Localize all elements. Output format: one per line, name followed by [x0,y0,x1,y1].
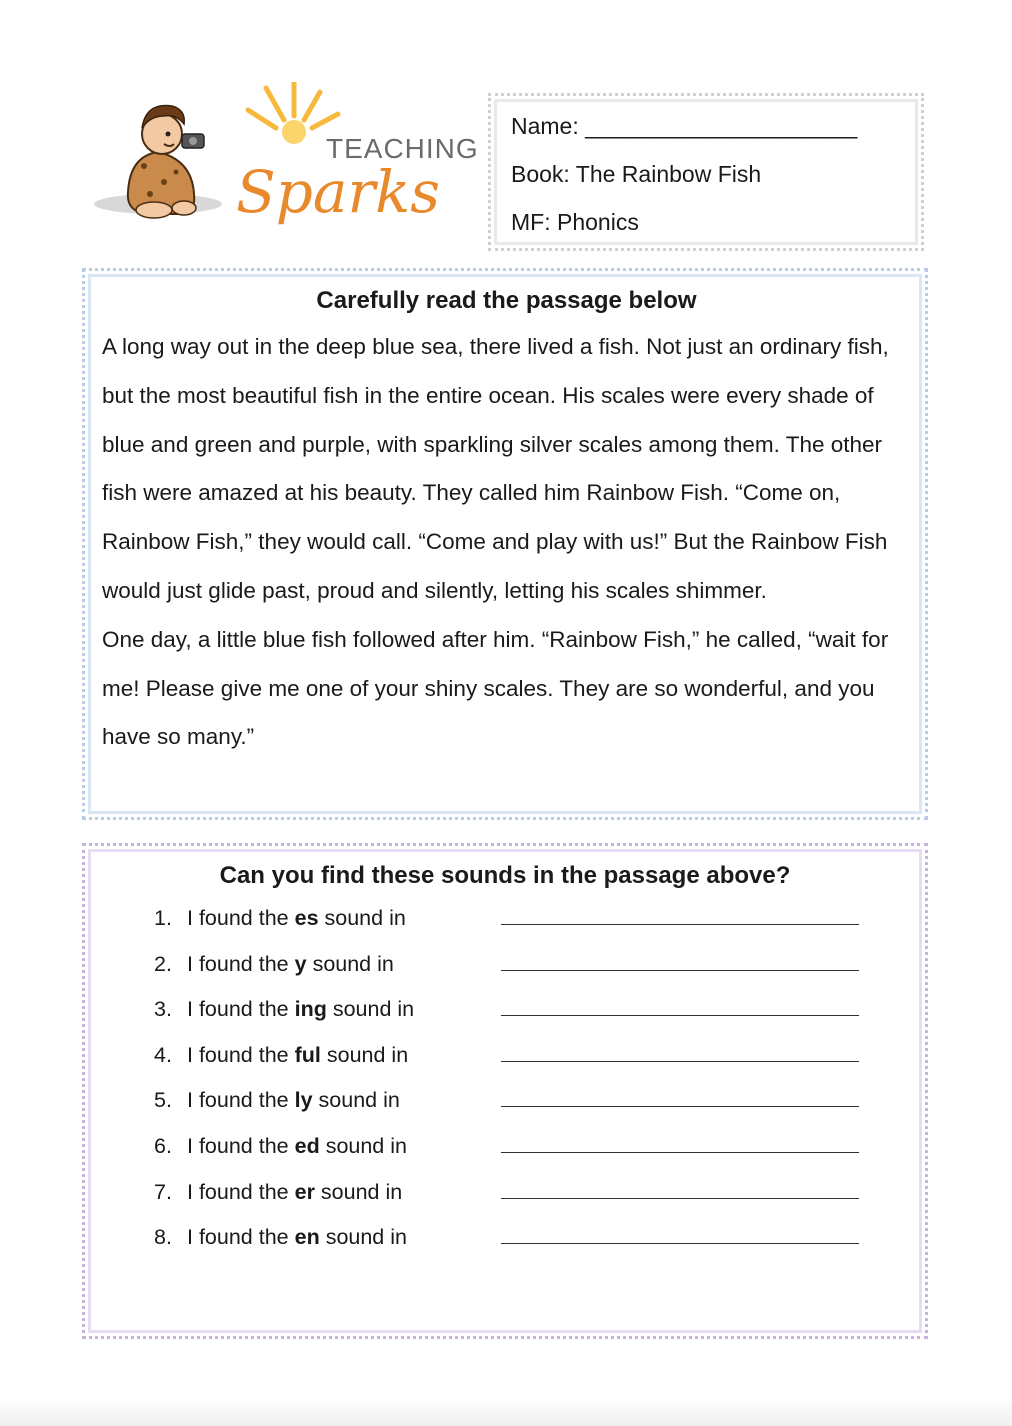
passage-paragraph: A long way out in the deep blue sea, there lived a fish. Not just an ordinary fish, but the most beautiful fish in the entire ocean. His scales were every shade of blue and green and purple, with sparkling silver scales among them. The other fish were amazed at his beauty. They called him Rainbow Fish. “Come on, Rainbow Fish,” they would call. “Come and play with us!” But the Rainbow Fish would just glide past, proud and silently, letting his scales shimmer. [102,334,889,603]
sound-target: ing [294,997,327,1022]
teaching-sparks-logo [88,82,478,232]
sound-target: ed [294,1133,320,1158]
list-item [99,1221,911,1267]
list-item [99,1084,911,1130]
list-item [99,993,911,1039]
item-label: I found the y sound in [187,951,394,976]
item-number: 2. [154,951,172,976]
list-item [99,1176,911,1222]
item-label: I found the ed sound in [187,1133,407,1158]
passage-box [82,268,928,820]
sounds-box [82,843,928,1339]
answer-line[interactable] [501,924,859,925]
item-label: I found the es sound in [187,906,406,930]
list-item [99,948,911,994]
name-blank[interactable]: _______________________ [585,113,857,139]
item-number: 8. [154,1225,172,1250]
answer-line[interactable] [501,1243,859,1244]
item-number: 3. [154,997,172,1022]
sound-target: ly [294,1088,313,1113]
answer-line[interactable] [501,1198,859,1199]
book-line: Book: The Rainbow Fish [511,161,762,187]
page-bottom-edge [0,1398,1012,1426]
item-number: 1. [154,906,172,930]
passage-paragraph: One day, a little blue fish followed after him. “Rainbow Fish,” he called, “wait for me! Please give me one of your shiny scales. They are so wonderful, and you have so many.” [102,626,889,750]
item-label: I found the ful sound in [187,1042,409,1067]
sound-target: er [294,1179,315,1204]
item-label: I found the en sound in [187,1225,407,1250]
list-item [99,1130,911,1176]
answer-line[interactable] [501,1061,859,1062]
answer-line[interactable] [501,970,859,971]
item-number: 5. [154,1088,172,1113]
item-number: 6. [154,1133,172,1158]
logo-teaching-text: TEACHING [326,133,478,164]
passage-text [102,323,911,762]
student-info-box [488,93,924,251]
sounds-heading: Can you find these sounds in the passage above? [219,862,791,889]
item-label: I found the ing sound in [187,997,415,1022]
answer-line[interactable] [501,1152,859,1153]
list-item [99,902,911,948]
name-label: Name: [511,113,579,139]
list-item [99,1039,911,1085]
caveman-mascot-icon [128,105,204,218]
item-label: I found the er sound in [187,1179,403,1204]
passage-heading: Carefully read the passage below [316,287,697,314]
mf-line: MF: Phonics [511,209,639,235]
sound-list [99,902,911,1267]
sound-target: ful [294,1042,321,1067]
item-number: 7. [154,1179,172,1204]
sound-target: y [294,951,307,976]
answer-line[interactable] [501,1015,859,1016]
sound-target: en [294,1225,320,1250]
item-label: I found the ly sound in [187,1088,400,1113]
answer-line[interactable] [501,1106,859,1107]
name-line[interactable] [511,110,901,158]
logo-sparks-text: Sparks [236,158,441,226]
sound-target: es [294,906,319,930]
item-number: 4. [154,1042,172,1067]
